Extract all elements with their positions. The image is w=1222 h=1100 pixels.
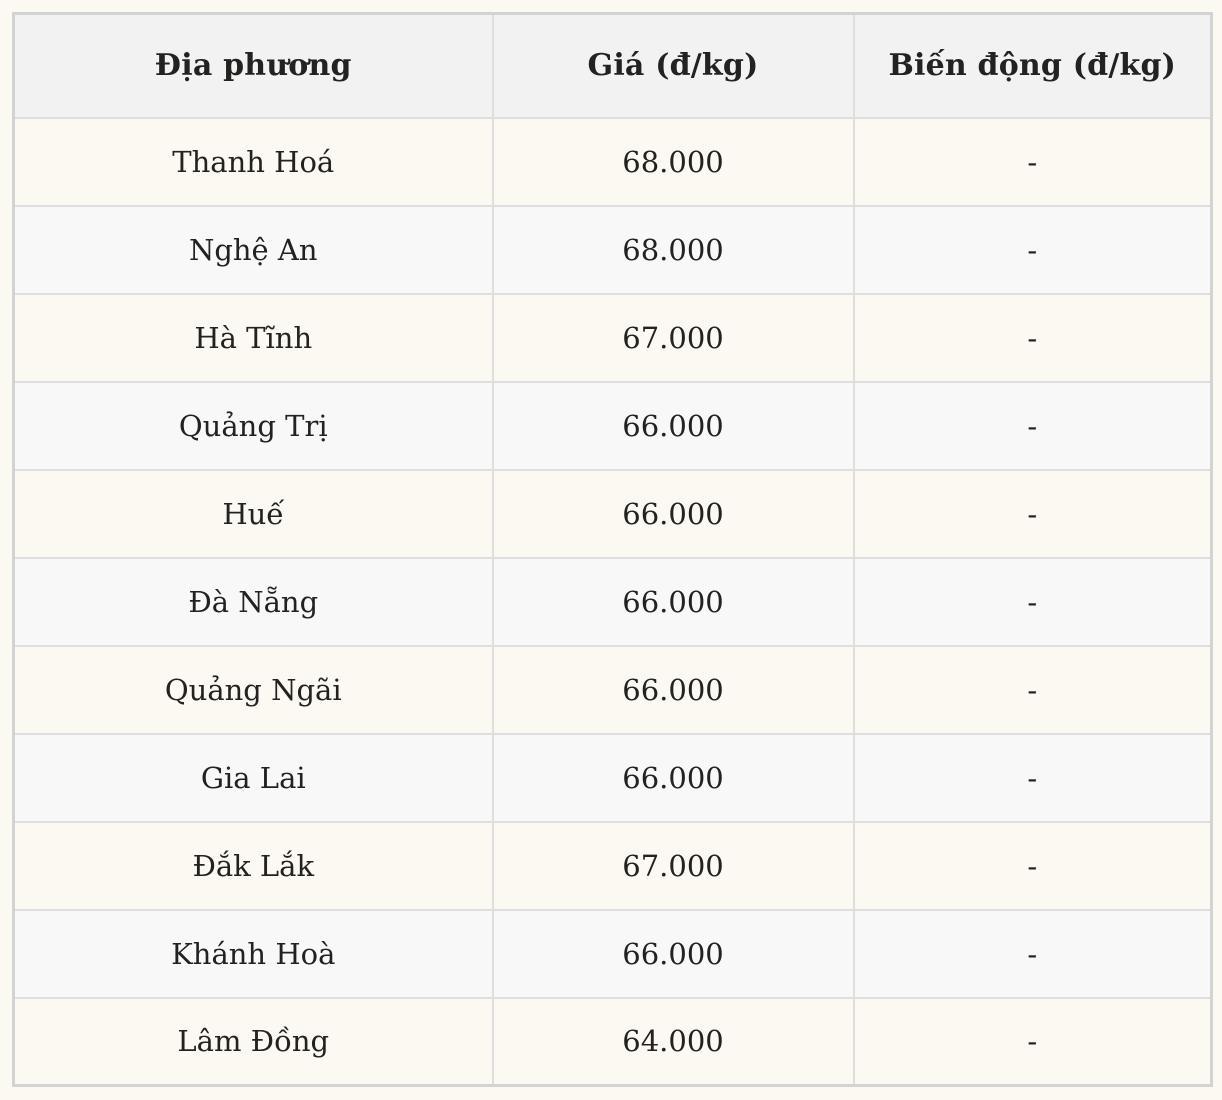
- region-cell: Đà Nẵng: [14, 558, 493, 646]
- region-cell: Lâm Đồng: [14, 998, 493, 1086]
- region-cell: Nghệ An: [14, 206, 493, 294]
- table-row: [14, 558, 1212, 646]
- price-cell: 66.000: [493, 470, 854, 558]
- table-row: [14, 646, 1212, 734]
- change-cell: -: [854, 910, 1212, 998]
- change-cell: -: [854, 734, 1212, 822]
- header-cell-region: Địa phương: [14, 14, 493, 118]
- region-cell: Gia Lai: [14, 734, 493, 822]
- price-cell: 68.000: [493, 118, 854, 206]
- header-cell-change: Biến động (đ/kg): [854, 14, 1212, 118]
- change-cell: -: [854, 470, 1212, 558]
- region-cell: Thanh Hoá: [14, 118, 493, 206]
- region-cell: Quảng Ngãi: [14, 646, 493, 734]
- table-row: [14, 998, 1212, 1086]
- price-cell: 66.000: [493, 734, 854, 822]
- price-cell: 68.000: [493, 206, 854, 294]
- change-cell: -: [854, 998, 1212, 1086]
- change-cell: -: [854, 118, 1212, 206]
- table-row: [14, 822, 1212, 910]
- region-cell: Huế: [14, 470, 493, 558]
- price-cell: 66.000: [493, 910, 854, 998]
- table-row: [14, 294, 1212, 382]
- price-cell: 64.000: [493, 998, 854, 1086]
- price-table: [12, 12, 1213, 1087]
- table-header: [14, 14, 1212, 118]
- region-cell: Quảng Trị: [14, 382, 493, 470]
- change-cell: -: [854, 822, 1212, 910]
- price-cell: 66.000: [493, 558, 854, 646]
- header-row: [14, 14, 1212, 118]
- change-cell: -: [854, 294, 1212, 382]
- change-cell: -: [854, 646, 1212, 734]
- table-row: [14, 910, 1212, 998]
- price-cell: 67.000: [493, 822, 854, 910]
- table-row: [14, 382, 1212, 470]
- price-cell: 67.000: [493, 294, 854, 382]
- table-body: [14, 118, 1212, 1086]
- table-row: [14, 206, 1212, 294]
- region-cell: Khánh Hoà: [14, 910, 493, 998]
- table-row: [14, 470, 1212, 558]
- price-cell: 66.000: [493, 646, 854, 734]
- header-cell-price: Giá (đ/kg): [493, 14, 854, 118]
- change-cell: -: [854, 558, 1212, 646]
- table-row: [14, 118, 1212, 206]
- change-cell: -: [854, 382, 1212, 470]
- region-cell: Hà Tĩnh: [14, 294, 493, 382]
- change-cell: -: [854, 206, 1212, 294]
- region-cell: Đắk Lắk: [14, 822, 493, 910]
- price-cell: 66.000: [493, 382, 854, 470]
- table-row: [14, 734, 1212, 822]
